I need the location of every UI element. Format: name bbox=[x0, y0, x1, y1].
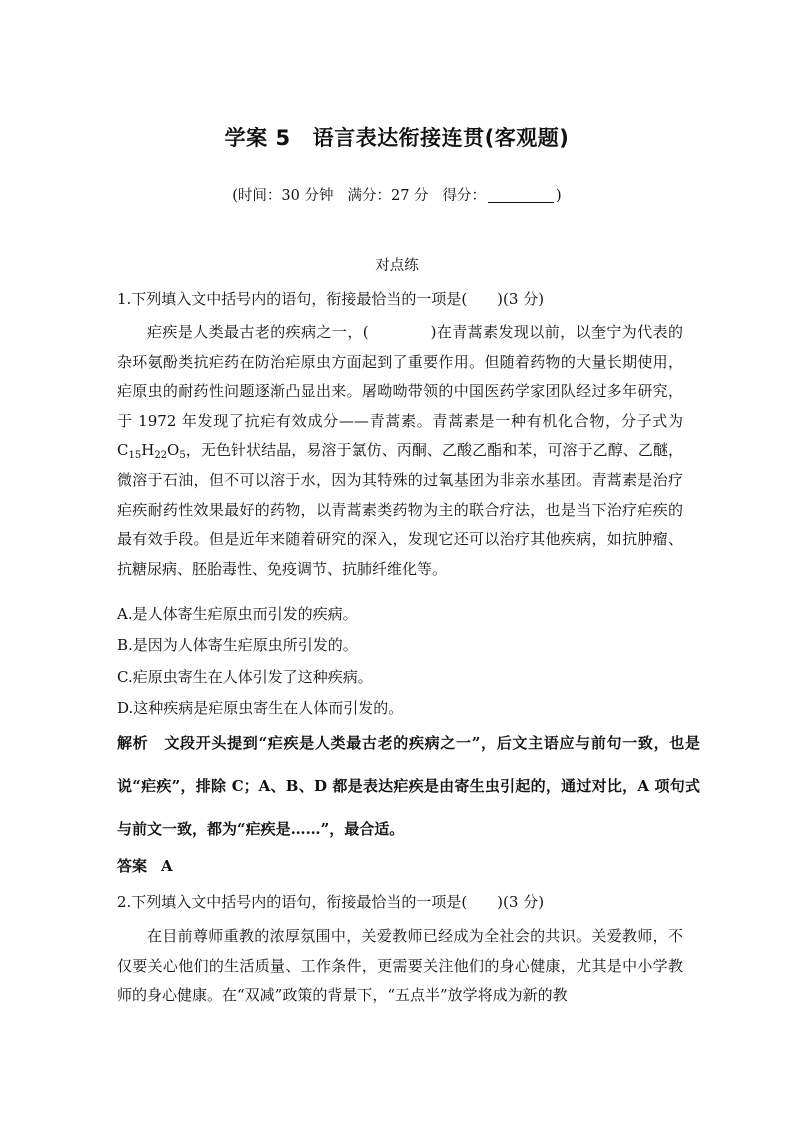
score-close-paren: ) bbox=[556, 188, 562, 204]
score-label: 得分： bbox=[442, 188, 487, 204]
question-1-answer bbox=[117, 855, 173, 876]
option-b: B.是因为人体寄生疟原虫所引发的。 bbox=[117, 636, 358, 654]
option-c: C.疟原虫寄生在人体引发了这种疾病。 bbox=[117, 668, 373, 686]
exam-meta bbox=[0, 184, 794, 205]
answer-value: A bbox=[161, 857, 173, 875]
title-topic: 语言表达衔接连贯(客观题) bbox=[312, 126, 570, 150]
full-score: 满分：27 分 bbox=[347, 188, 429, 204]
question-1-analysis bbox=[117, 722, 700, 851]
question-1-passage: 疟疾是人类最古老的疾病之一，( )在青蒿素发现以前，以奎宁为代表的杂环氨酚类抗疟药在防治疟原虫方面起到了重要作用。但随着药物的大量长期使用，疟原虫的耐药性问题逐渐凸显出来。屠呦呦带领的中国医药学家团队经过多年研究，于 1972 年发现了抗疟有效成分——青蒿素。青蒿素是一种有机化合物，分子式为 $C_{15}H_{22}O_5$，无色针状结晶，易溶于氯仿、丙酮、乙酸乙酯和苯，可溶于乙醇、乙醚，微溶于石油，但不可以溶于水，因为其特殊的过氧基团为非亲水基团。青蒿素是治疗疟疾耐药性效果最好的药物，以青蒿素类药物为主的联合疗法，也是当下治疗疟疾的最有效手段。但是近年来随着研究的深入，发现它还可以治疗其他疾病，如抗肿瘤、抗糖尿病、胚胎毒性、免疫调节、抗肺纤维化等。 bbox=[117, 323, 683, 578]
question-1-stem: 1.下列填入文中括号内的语句，衔接最恰当的一项是( )(3 分) bbox=[117, 290, 545, 308]
page-title bbox=[0, 122, 794, 152]
option-d: D.这种疾病是疟原虫寄生在人体而引发的。 bbox=[117, 699, 404, 717]
section-title: 对点练 bbox=[375, 258, 419, 274]
time-limit: (时间：30 分钟 bbox=[232, 188, 334, 204]
question-2-stem: 2.下列填入文中括号内的语句，衔接最恰当的一项是( )(3 分) bbox=[117, 893, 545, 911]
score-blank[interactable] bbox=[488, 202, 554, 203]
analysis-text: 文段开头提到“疟疾是人类最古老的疾病之一”，后文主语应与前句一致，也是说“疟疾”，排除 C；A、B、D 都是表达疟疾是由寄生虫引起的，通过对比，A 项句式与前文一致，都为“疟疾是……”，最合适。 bbox=[117, 734, 700, 838]
option-a: A.是人体寄生疟原虫而引发的疾病。 bbox=[117, 605, 358, 623]
question-2-passage: 在目前尊师重教的浓厚氛围中，关爱教师已经成为全社会的共识。关爱教师，不仅要关心他们的生活质量、工作条件，更需要关注他们的身心健康，尤其是中小学教师的身心健康。在“双减”政策的背景下，“五点半”放学将成为新的教 bbox=[117, 927, 683, 1005]
answer-label: 答案 bbox=[117, 857, 148, 875]
title-lesson-number: 学案 5 bbox=[224, 126, 291, 150]
analysis-label: 解析 bbox=[117, 734, 149, 752]
